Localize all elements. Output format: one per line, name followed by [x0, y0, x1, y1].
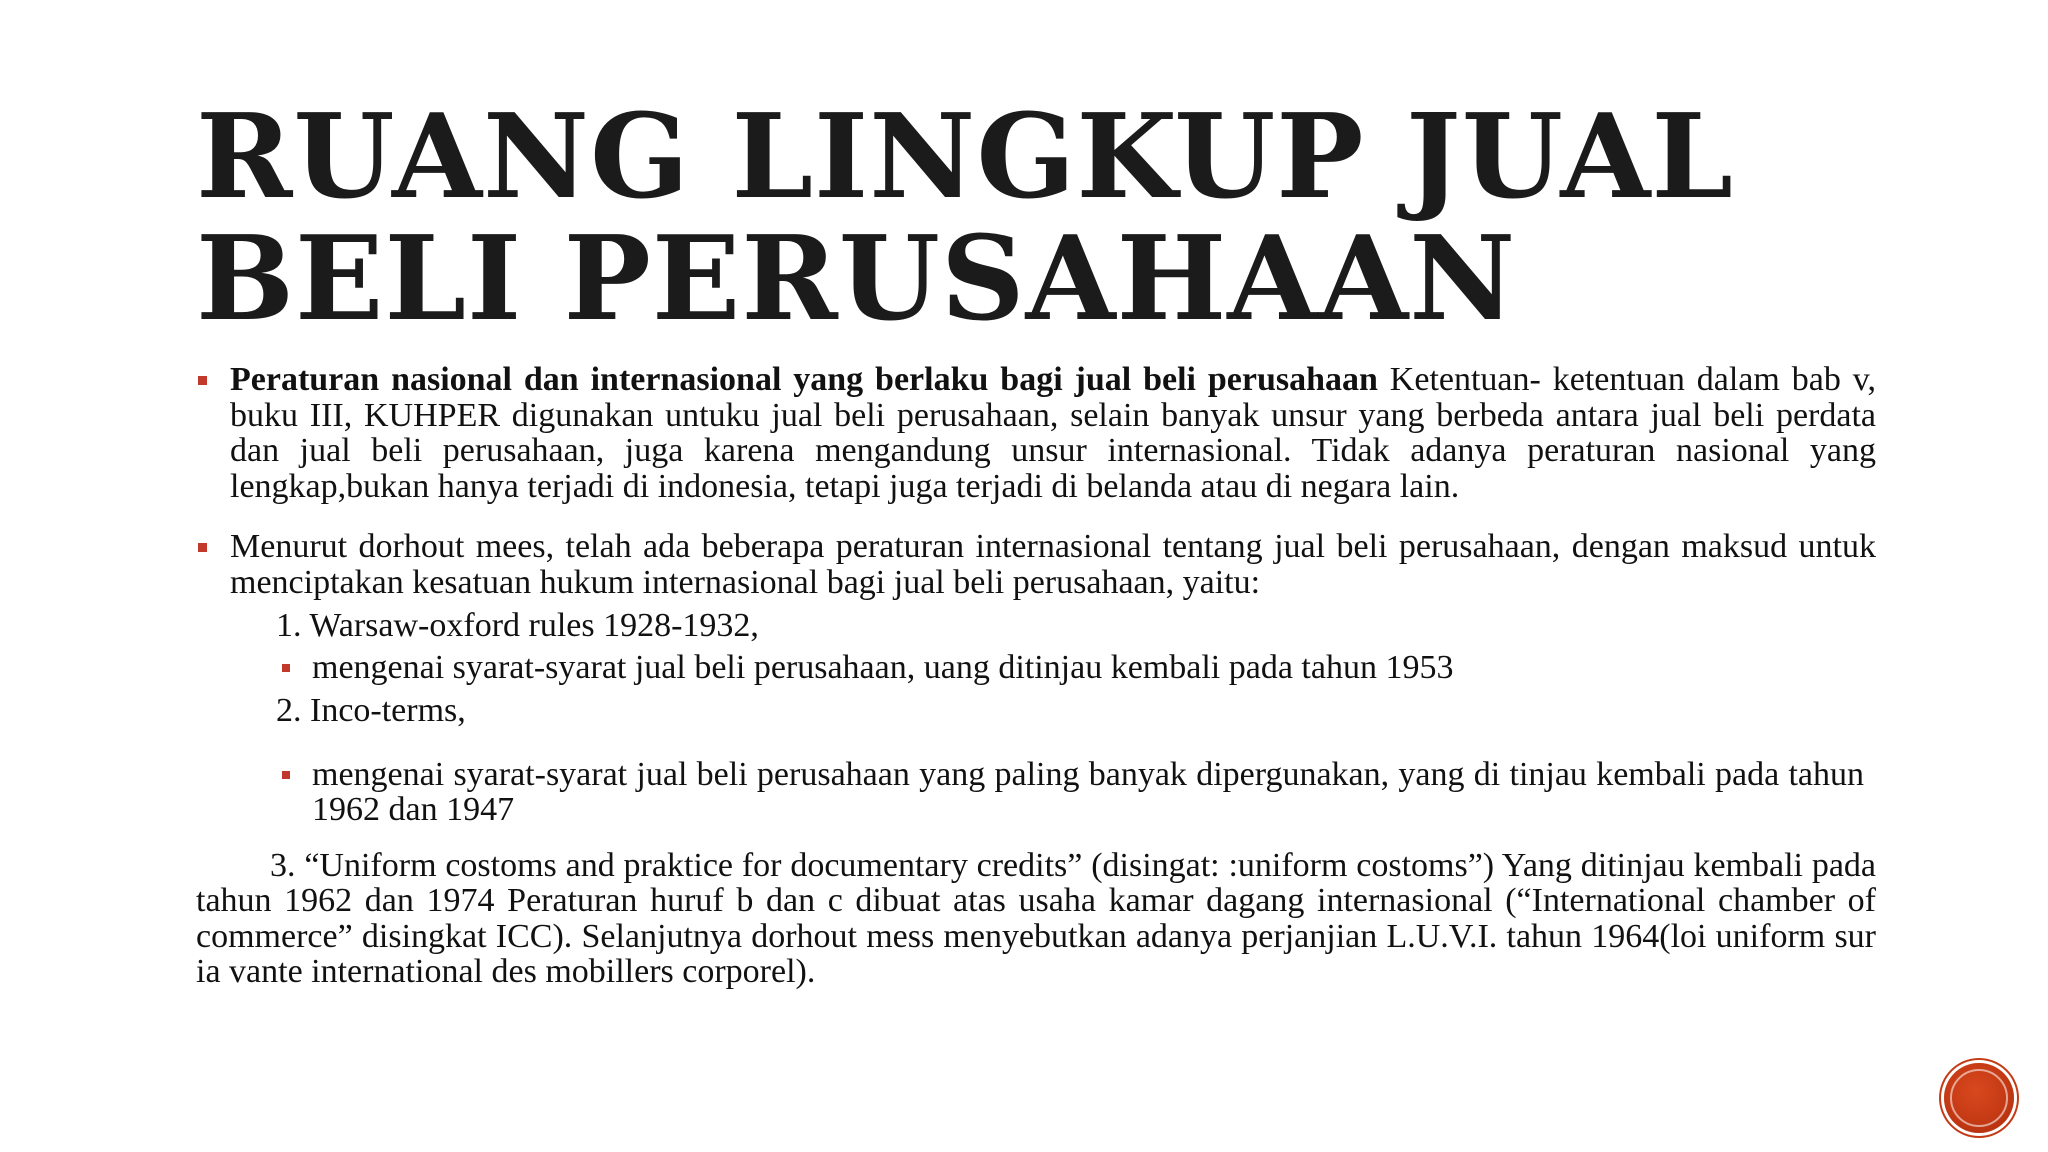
sub-bullet-1	[196, 650, 1876, 686]
sub-bullet-1-text: mengenai syarat-syarat jual beli perusahaan, uang ditinjau kembali pada tahun 1953	[312, 648, 1454, 686]
corner-circle-decoration	[1944, 1063, 2014, 1133]
numbered-item-1: 1. Warsaw-oxford rules 1928-1932,	[276, 607, 759, 644]
bullet-peraturan	[196, 362, 1876, 504]
sub-bullet-2	[196, 757, 1876, 828]
bullet-peraturan-heading: Peraturan nasional dan internasional yang berlaku bagi jual beli perusahaan	[230, 361, 1378, 398]
slide-title-line-1: RUANG LINGKUP JUAL	[196, 89, 1734, 225]
square-bullet-icon	[282, 664, 290, 672]
bullet-peraturan-text: Ketentuan- ketentuan dalam bab v, buku III, KUHPER digunakan untuku jual beli perusahaan, selain banyak unsur yang berbeda antara jual beli perdata dan jual beli perusahaan, juga karena mengandung unsur internasional. Tidak adanya peraturan nasional yang lengkap,bukan hanya terjadi di indonesia, tetapi juga terjadi di belanda atau di negara lain.	[230, 361, 1876, 505]
bullet-dorhout-mees-text: Menurut dorhout mees, telah ada beberapa peraturan internasional tentang jual beli perusahaan, dengan maksud untuk menciptakan kesatuan hukum internasional bagi jual beli perusahaan, yaitu:	[230, 528, 1876, 601]
paragraph-uniform-customs: 3. “Uniform costoms and praktice for documentary credits” (disingat: :uniform costoms”) Yang ditinjau kembali pada tahun 1962 dan 1974 Peraturan huruf b dan c dibuat atas usaha kamar dagang internasional (“International chamber of commerce” disingkat ICC). Selanjutnya dorhout mess menyebutkan adanya perjanjian L.U.V.I. tahun 1964(loi uniform sur ia vante international des mobillers corporel).	[196, 846, 1876, 990]
slide-title-line-2: BELI PERUSAHAAN	[196, 211, 1517, 347]
square-bullet-icon	[198, 376, 207, 385]
square-bullet-icon	[198, 543, 207, 552]
sub-bullet-2-text: mengenai syarat-syarat jual beli perusahaan yang paling banyak dipergunakan, yang di tinjau kembali pada tahun 1962 dan 1947	[312, 755, 1864, 828]
square-bullet-icon	[282, 771, 290, 779]
numbered-item-2: 2. Inco-terms,	[276, 692, 466, 729]
bullet-dorhout-mees	[196, 529, 1876, 600]
slide-body	[196, 362, 1876, 990]
slide-title	[196, 89, 1896, 347]
